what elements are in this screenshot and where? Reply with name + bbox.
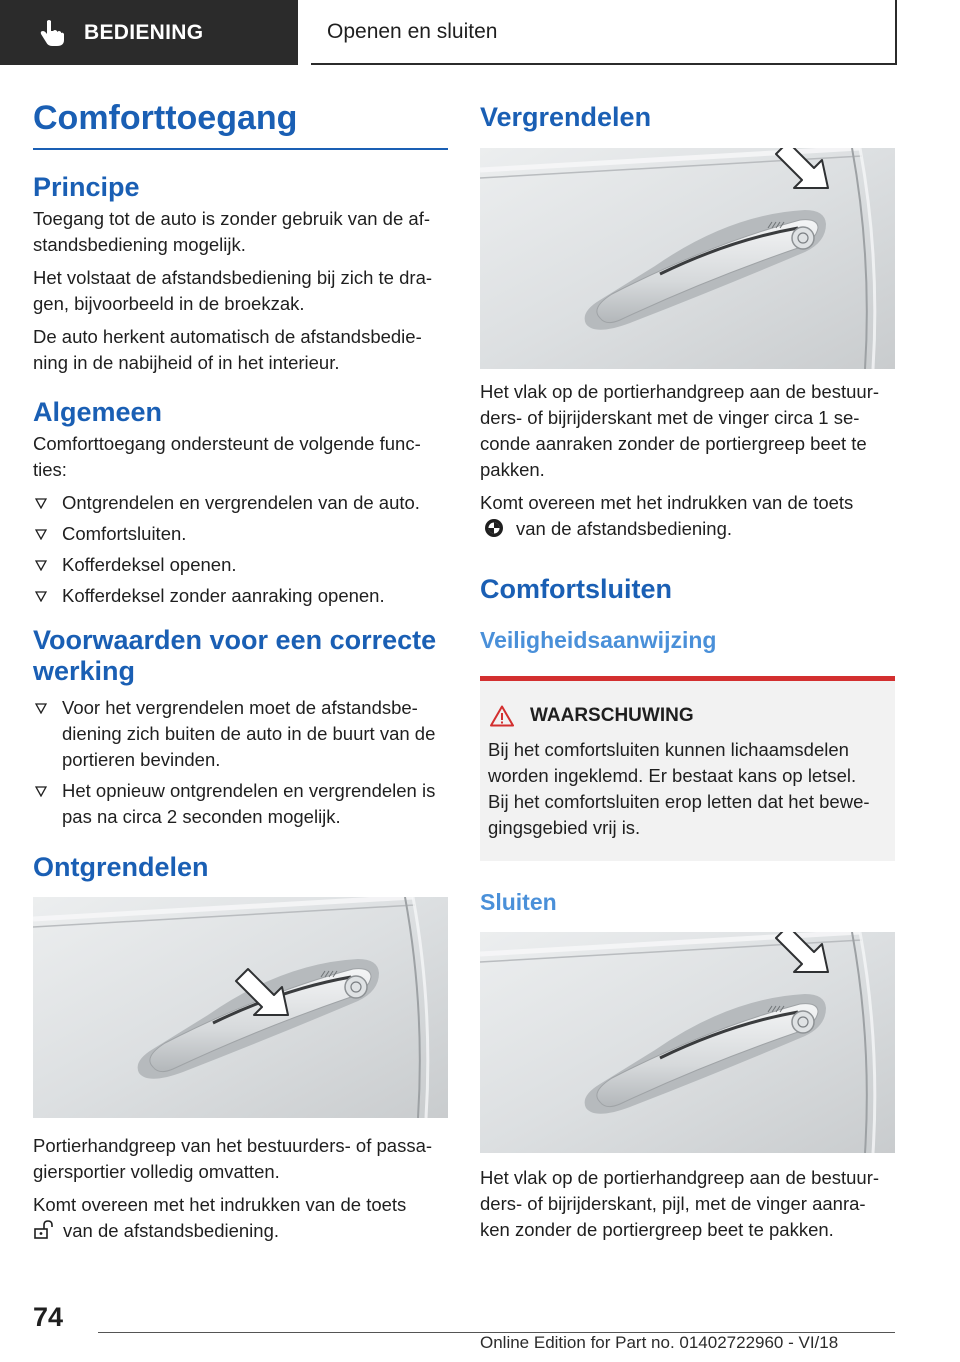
list-item: Voor het vergrendelen moet de afstandsbe-diening zich buiten de auto in de buurt van de portieren bevinden. <box>33 695 448 773</box>
sluiten-caption: Het vlak op de portierhandgreep aan de bestuur-ders- of bijrijderskant, pijl, met de vinger aanra-ken zonder de portiergreep beet te pakken. <box>480 1167 880 1241</box>
chapter-label: Openen en sluiten <box>327 19 498 43</box>
warning-text-1: Bij het comfortsluiten kunnen lichaamsdelen worden ingeklemd. Er bestaat kans op letsel. <box>488 739 857 787</box>
triangle-bullet-icon <box>35 498 47 509</box>
heading-algemeen: Algemeen <box>33 397 163 428</box>
list-item: Comfortsluiten. <box>33 521 448 547</box>
list-item: Kofferdeksel openen. <box>33 552 448 578</box>
section-tab <box>0 0 298 65</box>
vergrendelen-key-text: Komt overeen met het indrukken van de toets van de afstandsbediening. <box>480 492 854 540</box>
principe-paragraph-3: De auto herkent automatisch de afstandsbedie-ning in de nabijheid of in het interieur. <box>33 326 422 374</box>
right-column <box>480 96 895 1243</box>
page-number: 74 <box>33 1302 64 1332</box>
door-handle-photo-unlock <box>33 897 448 1118</box>
left-column <box>33 96 448 1244</box>
list-item: Kofferdeksel zonder aanraking openen. <box>33 583 448 609</box>
warning-header <box>488 705 887 727</box>
triangle-bullet-icon <box>35 529 47 540</box>
heading-vergrendelen: Vergrendelen <box>480 102 652 132</box>
page-header <box>0 0 960 66</box>
heading-veiligheidsaanwijzing: Veiligheidsaanwijzing <box>480 627 717 654</box>
triangle-bullet-icon <box>35 560 47 571</box>
algemeen-intro: Comforttoegang ondersteunt de volgende func-ties: <box>33 433 421 481</box>
heading-ontgrendelen: Ontgrendelen <box>33 852 209 883</box>
list-item: Het opnieuw ontgrendelen en vergrendelen is pas na circa 2 seconden mogelijk. <box>33 778 448 830</box>
triangle-bullet-icon <box>35 786 47 797</box>
warning-triangle-icon <box>490 705 514 727</box>
principe-paragraph-1: Toegang tot de auto is zonder gebruik van de af-standsbediening mogelijk. <box>33 208 430 256</box>
warning-label: WAARSCHUWING <box>530 705 694 727</box>
heading-comfortsluiten: Comfortsluiten <box>480 574 672 605</box>
voorwaarden-list <box>33 695 448 830</box>
triangle-bullet-icon <box>35 703 47 714</box>
chapter-tab <box>311 0 897 65</box>
triangle-bullet-icon <box>35 591 47 602</box>
door-handle-photo-close <box>480 932 895 1153</box>
heading-principe: Principe <box>33 172 140 203</box>
door-handle-photo-lock <box>480 148 895 369</box>
edition-note: Online Edition for Part no. 01402722960 - VI/18 <box>480 1333 839 1352</box>
vergrendelen-caption: Het vlak op de portierhandgreep aan de bestuur-ders- of bijrijderskant met de vinger circa 1 se-conde aanraken zonder de portiergreep beet te pakken. <box>480 381 880 481</box>
heading-voorwaarden: Voorwaarden voor een correcte werking <box>33 625 437 687</box>
warning-text-2: Bij het comfortsluiten erop letten dat het bewe-gingsgebied vrij is. <box>488 791 870 839</box>
ontgrendelen-key-text: Komt overeen met het indrukken van de toets van de afstandsbediening. <box>33 1194 407 1242</box>
list-item: Ontgrendelen en vergrendelen van de auto. <box>33 490 448 516</box>
algemeen-list <box>33 490 448 609</box>
ontgrendelen-caption: Portierhandgreep van het bestuurders- of passa-giersportier volledig omvatten. <box>33 1135 433 1183</box>
hand-pointer-icon <box>40 19 64 47</box>
page-title: Comforttoegang <box>33 96 448 150</box>
warning-box <box>480 676 895 861</box>
section-label: BEDIENING <box>84 20 204 44</box>
unlock-icon <box>33 1220 55 1240</box>
bmw-logo-icon <box>483 518 505 538</box>
heading-sluiten: Sluiten <box>480 889 557 916</box>
principe-paragraph-2: Het volstaat de afstandsbediening bij zich te dra-gen, bijvoorbeeld in de broekzak. <box>33 267 433 315</box>
